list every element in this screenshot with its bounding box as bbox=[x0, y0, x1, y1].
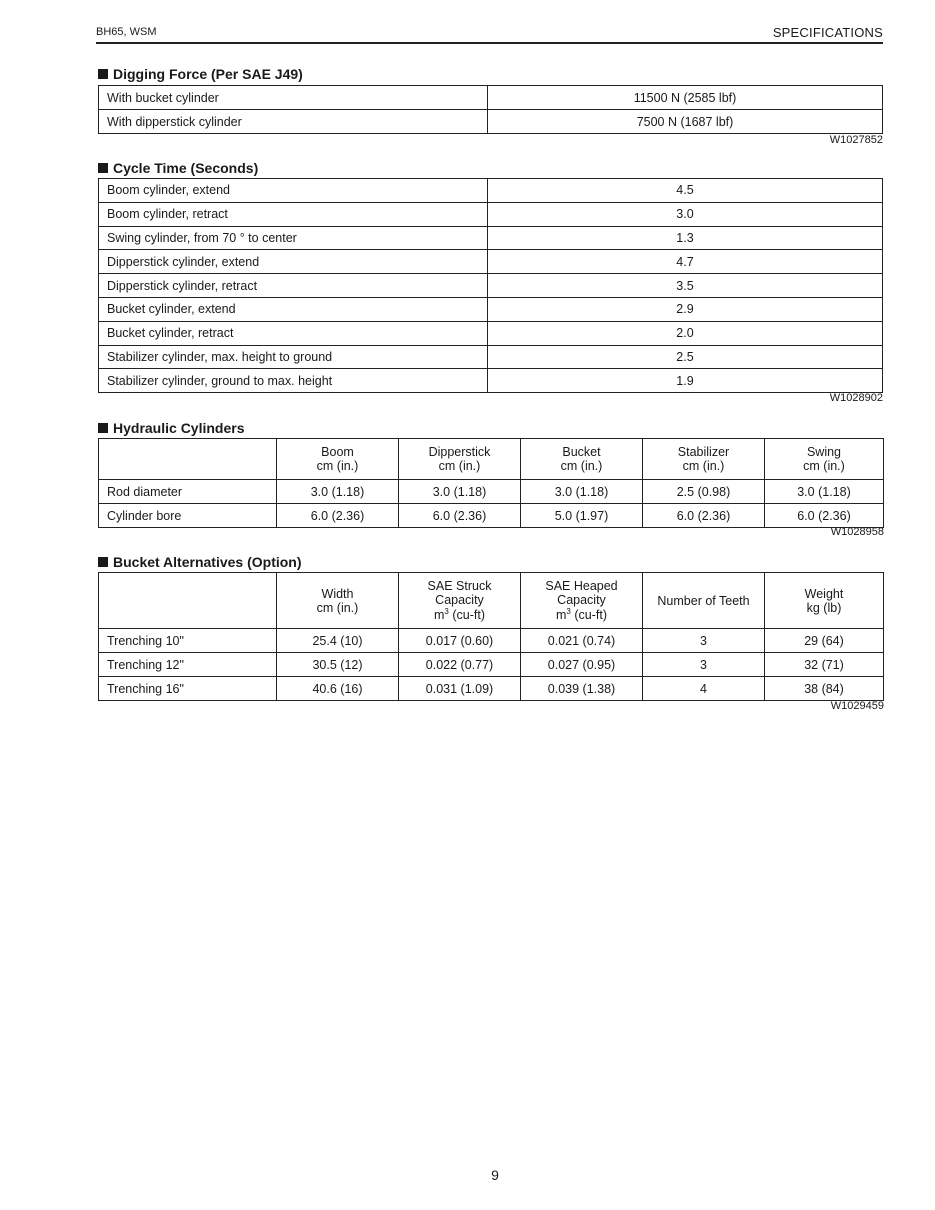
cell-value: 4 bbox=[643, 677, 765, 701]
column-header-teeth: Number of Teeth bbox=[643, 573, 765, 629]
row-label: Swing cylinder, from 70 ° to center bbox=[99, 226, 488, 250]
row-label: Trenching 10" bbox=[99, 629, 277, 653]
cell-value: 30.5 (12) bbox=[277, 653, 399, 677]
row-label: Boom cylinder, retract bbox=[99, 202, 488, 226]
row-label: Trenching 12" bbox=[99, 653, 277, 677]
row-label: Trenching 16" bbox=[99, 677, 277, 701]
page-number: 9 bbox=[491, 1167, 499, 1183]
row-label: Bucket cylinder, extend bbox=[99, 297, 488, 321]
cell-value: 0.027 (0.95) bbox=[521, 653, 643, 677]
table-row bbox=[99, 345, 883, 369]
column-header: Stabilizer cm (in.) bbox=[643, 439, 765, 480]
cell-value: 0.022 (0.77) bbox=[399, 653, 521, 677]
row-value: 2.5 bbox=[488, 345, 883, 369]
table-row bbox=[99, 202, 883, 226]
column-header: Swing cm (in.) bbox=[765, 439, 884, 480]
cell-value: 0.039 (1.38) bbox=[521, 677, 643, 701]
cell-value: 2.5 (0.98) bbox=[643, 480, 765, 504]
cell-value: 25.4 (10) bbox=[277, 629, 399, 653]
hydraulic-cylinders-table bbox=[98, 438, 884, 528]
bucket-alternatives-heading bbox=[98, 554, 302, 570]
table-row bbox=[99, 250, 883, 274]
column-header: Dipperstick cm (in.) bbox=[399, 439, 521, 480]
row-value: 3.5 bbox=[488, 274, 883, 298]
row-label: Stabilizer cylinder, max. height to ground bbox=[99, 345, 488, 369]
table-row bbox=[99, 653, 884, 677]
table-row bbox=[99, 369, 883, 393]
square-bullet-icon bbox=[98, 163, 108, 173]
reference-code: W1028958 bbox=[830, 526, 884, 538]
digging-force-heading bbox=[98, 66, 303, 82]
cell-value: 0.021 (0.74) bbox=[521, 629, 643, 653]
column-header-struck-capacity: SAE Struck Capacity $m^3$ (cu-ft) bbox=[399, 573, 521, 629]
table-row bbox=[99, 179, 883, 203]
cell-value: 0.031 (1.09) bbox=[399, 677, 521, 701]
table-row bbox=[99, 629, 884, 653]
cell-value: 29 (64) bbox=[765, 629, 884, 653]
cell-value: 6.0 (2.36) bbox=[277, 504, 399, 528]
table-row bbox=[99, 677, 884, 701]
square-bullet-icon bbox=[98, 557, 108, 567]
table-header-row bbox=[99, 573, 884, 629]
cell-value: 38 (84) bbox=[765, 677, 884, 701]
table-header-row bbox=[99, 439, 884, 480]
reference-code: W1028902 bbox=[829, 392, 883, 404]
section-title-text: Hydraulic Cylinders bbox=[113, 420, 245, 436]
digging-force-table bbox=[98, 85, 883, 134]
row-value: 1.3 bbox=[488, 226, 883, 250]
cell-value: 3 bbox=[643, 653, 765, 677]
table-row bbox=[99, 274, 883, 298]
table-row bbox=[99, 110, 883, 134]
section-title-text: Digging Force (Per SAE J49) bbox=[113, 66, 303, 82]
row-value: 7500 N (1687 lbf) bbox=[488, 110, 883, 134]
row-value: 11500 N (2585 lbf) bbox=[488, 86, 883, 110]
cell-value: 5.0 (1.97) bbox=[521, 504, 643, 528]
row-value: 4.5 bbox=[488, 179, 883, 203]
column-header: Bucket cm (in.) bbox=[521, 439, 643, 480]
table-row bbox=[99, 226, 883, 250]
cycle-time-heading bbox=[98, 160, 258, 176]
cell-value: 3.0 (1.18) bbox=[521, 480, 643, 504]
column-header-heaped-capacity: SAE Heaped Capacity $m^3$ (cu-ft) bbox=[521, 573, 643, 629]
row-label: Dipperstick cylinder, retract bbox=[99, 274, 488, 298]
cell-value: 0.017 (0.60) bbox=[399, 629, 521, 653]
cell-value: 32 (71) bbox=[765, 653, 884, 677]
row-label: Bucket cylinder, retract bbox=[99, 321, 488, 345]
section-title-text: Cycle Time (Seconds) bbox=[113, 160, 259, 176]
square-bullet-icon bbox=[98, 423, 108, 433]
row-label: With dipperstick cylinder bbox=[99, 110, 488, 134]
row-label: Stabilizer cylinder, ground to max. height bbox=[99, 369, 488, 393]
row-label: With bucket cylinder bbox=[99, 86, 488, 110]
row-label: Cylinder bore bbox=[99, 504, 277, 528]
table-row bbox=[99, 504, 884, 528]
square-bullet-icon bbox=[98, 69, 108, 79]
hydraulic-cylinders-heading bbox=[98, 420, 245, 436]
table-row bbox=[99, 321, 883, 345]
column-header: Boom cm (in.) bbox=[277, 439, 399, 480]
row-value: 4.7 bbox=[488, 250, 883, 274]
cell-value: 3.0 (1.18) bbox=[765, 480, 884, 504]
cycle-time-table bbox=[98, 178, 883, 393]
row-label: Rod diameter bbox=[99, 480, 277, 504]
cell-value: 3 bbox=[643, 629, 765, 653]
row-label: Dipperstick cylinder, extend bbox=[99, 250, 488, 274]
cell-value: 40.6 (16) bbox=[277, 677, 399, 701]
page-header bbox=[96, 24, 883, 44]
cell-value: 6.0 (2.36) bbox=[643, 504, 765, 528]
document-id: BH65, WSM bbox=[96, 26, 157, 38]
column-header-width: Width cm (in.) bbox=[277, 573, 399, 629]
bucket-alternatives-table bbox=[98, 572, 884, 701]
reference-code: W1027852 bbox=[829, 134, 883, 146]
cell-value: 6.0 (2.36) bbox=[399, 504, 521, 528]
row-value: 3.0 bbox=[488, 202, 883, 226]
row-label: Boom cylinder, extend bbox=[99, 179, 488, 203]
empty-header-cell bbox=[99, 439, 277, 480]
row-value: 2.9 bbox=[488, 297, 883, 321]
cell-value: 3.0 (1.18) bbox=[399, 480, 521, 504]
section-title-text: Bucket Alternatives (Option) bbox=[113, 554, 302, 570]
table-row bbox=[99, 86, 883, 110]
column-header-weight: Weight kg (lb) bbox=[765, 573, 884, 629]
section-name: SPECIFICATIONS bbox=[772, 25, 883, 40]
row-value: 1.9 bbox=[488, 369, 883, 393]
row-value: 2.0 bbox=[488, 321, 883, 345]
cell-value: 6.0 (2.36) bbox=[765, 504, 884, 528]
table-row bbox=[99, 297, 883, 321]
reference-code: W1029459 bbox=[830, 700, 884, 712]
table-row bbox=[99, 480, 884, 504]
empty-header-cell bbox=[99, 573, 277, 629]
cell-value: 3.0 (1.18) bbox=[277, 480, 399, 504]
